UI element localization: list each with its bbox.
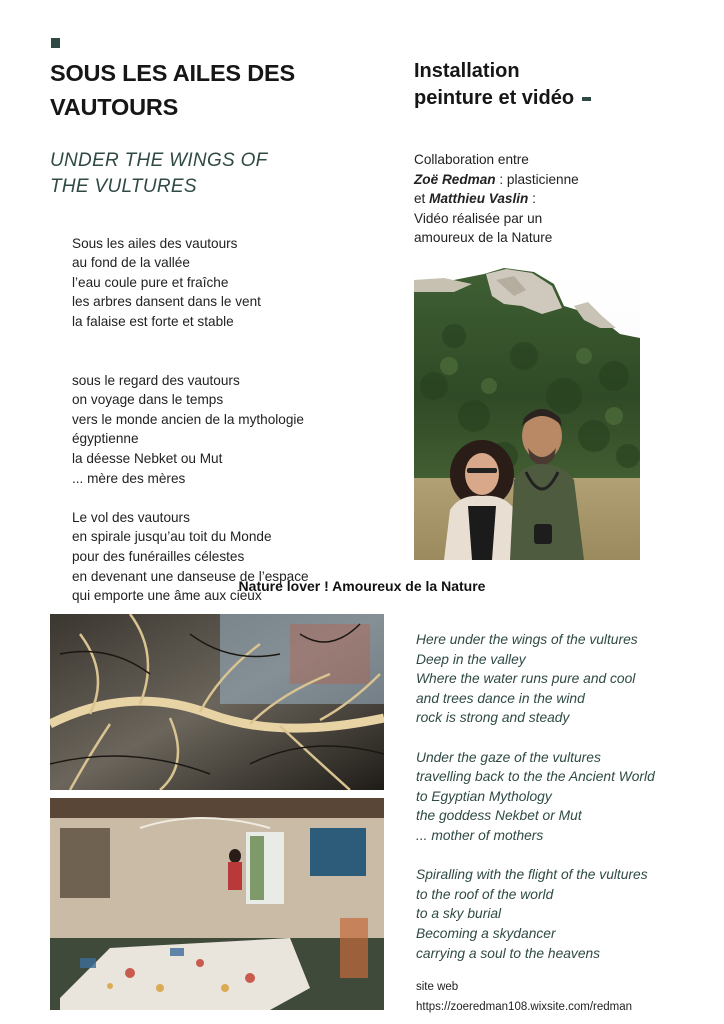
site-info [416, 977, 716, 1017]
artist-name: Zoë Redman [414, 171, 496, 187]
decorative-square-icon [51, 38, 60, 48]
poem-line: égyptienne [72, 431, 139, 447]
poem-line: ... mother of mothers [416, 827, 544, 843]
poem-line: on voyage dans le temps [72, 392, 224, 408]
poem-line: to a sky burial [416, 906, 502, 922]
poem-line: vers le monde ancien de la mythologie [72, 411, 304, 427]
poem-line: la déesse Nebket ou Mut [72, 450, 223, 466]
poem-line: carrying a soul to the heavens [416, 945, 601, 961]
painting-photo [50, 614, 384, 790]
poem-line: qui emporte une âme aux cieux [72, 588, 262, 604]
poem-line: and trees dance in the wind [416, 690, 585, 706]
subtitle-line: THE VULTURES [50, 176, 197, 197]
subtitle-line: UNDER THE WINGS OF [50, 150, 268, 171]
poem-line: pour des funérailles célestes [72, 548, 245, 564]
poem-line: Where the water runs pure and cool [416, 671, 636, 687]
poem-line: Under the gaze of the vultures [416, 749, 601, 765]
poem-line: Sous les ailes des vautours [72, 235, 238, 251]
site-url-link[interactable]: https://zoeredman108.wixsite.com/redman [416, 1001, 633, 1013]
decorative-dash-icon [582, 97, 591, 101]
poem-english [416, 630, 716, 963]
nature-caption: Nature lover ! Amoureux de la Nature [238, 578, 486, 594]
collaboration-text: Collaboration entre Zoë Redman : plasticienne et Matthieu Vaslin : Vidéo réalisée par un amoureux de la Nature [414, 152, 579, 246]
poem-line: ... mère des mères [72, 470, 186, 486]
studio-photo [50, 798, 384, 1010]
poem-line: to Egyptian Mythology [416, 788, 552, 804]
poem-line: to the roof of the world [416, 886, 554, 902]
poem-line: Deep in the valley [416, 651, 526, 667]
poem-line: sous le regard des vautours [72, 372, 240, 388]
installation-line-2: peinture et vidéo [414, 85, 674, 112]
page-title [50, 56, 370, 124]
artists-photo [414, 266, 640, 560]
english-subtitle [50, 148, 380, 200]
poem-line: rock is strong and steady [416, 710, 570, 726]
poem-line: Here under the wings of the vultures [416, 632, 638, 647]
installation-line: Installation [414, 60, 520, 82]
poem-line: en devenant une danseuse de l’espace [72, 568, 309, 584]
installation-heading [414, 58, 674, 112]
poem-line: Becoming a skydancer [416, 925, 556, 941]
poem-french [72, 214, 372, 606]
poem-line: the goddess Nekbet or Mut [416, 808, 582, 824]
poem-line: travelling back to the the Ancient World [416, 769, 655, 785]
title-line: VAUTOURS [50, 94, 179, 120]
artist-name: Matthieu Vaslin [429, 191, 529, 207]
poem-line: Le vol des vautours [72, 509, 190, 525]
poem-line: la falaise est forte et stable [72, 313, 234, 329]
site-label: site web [416, 981, 459, 993]
poem-line: l’eau coule pure et fraîche [72, 274, 229, 290]
poem-line: en spirale jusqu’au toit du Monde [72, 529, 272, 545]
poem-line: au fond de la vallée [72, 255, 190, 271]
poem-line: Spiralling with the flight of the vultures [416, 867, 648, 883]
title-line: SOUS LES AILES DES [50, 60, 295, 86]
poem-line: les arbres dansent dans le vent [72, 294, 261, 310]
